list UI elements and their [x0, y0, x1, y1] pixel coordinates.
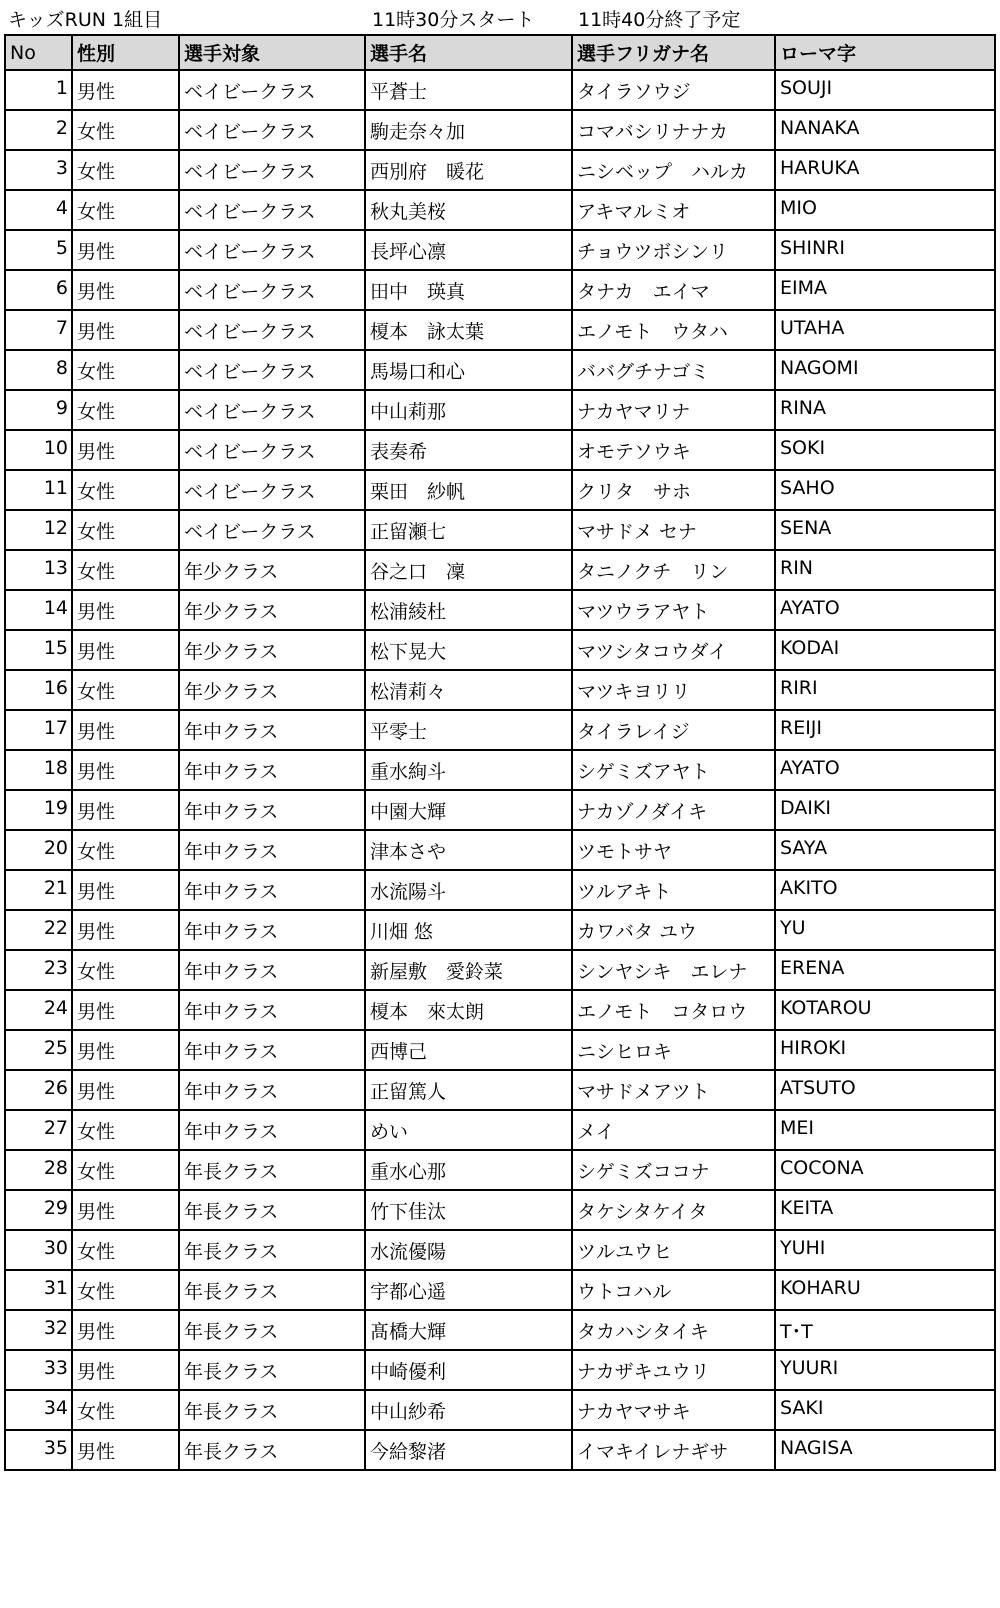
cell-romaji: KOTAROU [775, 990, 995, 1030]
cell-no: 18 [5, 750, 72, 790]
cell-gender: 男性 [72, 1310, 179, 1350]
cell-no: 22 [5, 910, 72, 950]
cell-name: 松浦綾杜 [365, 590, 572, 630]
event-title: キッズRUN 1組目 [8, 9, 163, 31]
cell-name: 宇都心遥 [365, 1270, 572, 1310]
cell-name: 新屋敷 愛鈴菜 [365, 950, 572, 990]
cell-class: 年長クラス [179, 1230, 365, 1270]
cell-gender: 男性 [72, 910, 179, 950]
cell-no: 3 [5, 150, 72, 190]
cell-romaji: AYATO [775, 590, 995, 630]
cell-name: 水流陽斗 [365, 870, 572, 910]
table-row [5, 510, 995, 550]
table-row [5, 1070, 995, 1110]
cell-class: 年中クラス [179, 790, 365, 830]
cell-furigana: マサドメアツト [572, 1070, 775, 1110]
table-row [5, 1030, 995, 1070]
cell-furigana: タイラソウジ [572, 70, 775, 110]
cell-no: 2 [5, 110, 72, 150]
cell-class: 年長クラス [179, 1310, 365, 1350]
cell-name: 松下晃大 [365, 630, 572, 670]
cell-gender: 女性 [72, 950, 179, 990]
cell-romaji: SAYA [775, 830, 995, 870]
table-row [5, 1150, 995, 1190]
cell-furigana: メイ [572, 1110, 775, 1150]
cell-no: 14 [5, 590, 72, 630]
cell-name: 竹下佳汰 [365, 1190, 572, 1230]
table-row [5, 470, 995, 510]
cell-furigana: エノモト ウタハ [572, 310, 775, 350]
cell-furigana: タナカ エイマ [572, 270, 775, 310]
cell-class: 年少クラス [179, 550, 365, 590]
table-row [5, 1390, 995, 1430]
cell-class: ベイビークラス [179, 430, 365, 470]
cell-name: 榎本 來太朗 [365, 990, 572, 1030]
cell-name: 中山莉那 [365, 390, 572, 430]
cell-romaji: COCONA [775, 1150, 995, 1190]
cell-name: 秋丸美桜 [365, 190, 572, 230]
cell-furigana: シゲミズココナ [572, 1150, 775, 1190]
cell-name: 駒走奈々加 [365, 110, 572, 150]
cell-furigana: クリタ サホ [572, 470, 775, 510]
cell-furigana: ツルアキト [572, 870, 775, 910]
cell-name: 谷之口 凜 [365, 550, 572, 590]
cell-name: 栗田 紗帆 [365, 470, 572, 510]
cell-gender: 女性 [72, 830, 179, 870]
cell-romaji: T･T [775, 1310, 995, 1350]
cell-no: 13 [5, 550, 72, 590]
cell-furigana: イマキイレナギサ [572, 1430, 775, 1470]
cell-class: 年中クラス [179, 910, 365, 950]
cell-class: 年中クラス [179, 750, 365, 790]
cell-no: 19 [5, 790, 72, 830]
cell-name: 今給黎渚 [365, 1430, 572, 1470]
table-row [5, 670, 995, 710]
cell-no: 11 [5, 470, 72, 510]
cell-no: 17 [5, 710, 72, 750]
table-header-row [5, 35, 995, 70]
cell-class: 年中クラス [179, 870, 365, 910]
cell-furigana: タイラレイジ [572, 710, 775, 750]
cell-furigana: ウトコハル [572, 1270, 775, 1310]
cell-romaji: RINA [775, 390, 995, 430]
cell-gender: 女性 [72, 1230, 179, 1270]
cell-class: 年少クラス [179, 630, 365, 670]
cell-furigana: オモテソウキ [572, 430, 775, 470]
cell-no: 26 [5, 1070, 72, 1110]
cell-class: ベイビークラス [179, 70, 365, 110]
cell-class: ベイビークラス [179, 150, 365, 190]
cell-romaji: ATSUTO [775, 1070, 995, 1110]
cell-gender: 男性 [72, 1430, 179, 1470]
cell-furigana: ババグチナゴミ [572, 350, 775, 390]
cell-gender: 女性 [72, 1270, 179, 1310]
cell-no: 28 [5, 1150, 72, 1190]
cell-no: 25 [5, 1030, 72, 1070]
table-row [5, 310, 995, 350]
cell-romaji: YUHI [775, 1230, 995, 1270]
cell-romaji: KEITA [775, 1190, 995, 1230]
cell-furigana: ナカゾノダイキ [572, 790, 775, 830]
cell-no: 21 [5, 870, 72, 910]
cell-name: 水流優陽 [365, 1230, 572, 1270]
table-row [5, 70, 995, 110]
cell-gender: 女性 [72, 470, 179, 510]
table-row [5, 1110, 995, 1150]
cell-furigana: ニシベップ ハルカ [572, 150, 775, 190]
cell-name: 榎本 詠太葉 [365, 310, 572, 350]
cell-no: 35 [5, 1430, 72, 1470]
cell-name: 西別府 暖花 [365, 150, 572, 190]
cell-class: 年長クラス [179, 1150, 365, 1190]
cell-name: 平零士 [365, 710, 572, 750]
cell-furigana: シンヤシキ エレナ [572, 950, 775, 990]
cell-furigana: アキマルミオ [572, 190, 775, 230]
cell-romaji: UTAHA [775, 310, 995, 350]
cell-gender: 男性 [72, 430, 179, 470]
table-row [5, 1430, 995, 1470]
cell-name: 西博己 [365, 1030, 572, 1070]
cell-no: 8 [5, 350, 72, 390]
cell-class: 年長クラス [179, 1190, 365, 1230]
cell-romaji: NAGOMI [775, 350, 995, 390]
cell-no: 12 [5, 510, 72, 550]
cell-class: ベイビークラス [179, 470, 365, 510]
table-row [5, 950, 995, 990]
table-row [5, 1310, 995, 1350]
cell-furigana: マツシタコウダイ [572, 630, 775, 670]
cell-class: ベイビークラス [179, 390, 365, 430]
cell-class: ベイビークラス [179, 230, 365, 270]
cell-furigana: ナカヤマリナ [572, 390, 775, 430]
cell-romaji: SENA [775, 510, 995, 550]
cell-class: 年長クラス [179, 1350, 365, 1390]
cell-furigana: タニノクチ リン [572, 550, 775, 590]
table-row [5, 750, 995, 790]
cell-class: 年中クラス [179, 950, 365, 990]
cell-name: 正留瀬七 [365, 510, 572, 550]
cell-class: ベイビークラス [179, 310, 365, 350]
cell-gender: 女性 [72, 1110, 179, 1150]
cell-class: ベイビークラス [179, 350, 365, 390]
cell-no: 33 [5, 1350, 72, 1390]
cell-gender: 女性 [72, 390, 179, 430]
cell-no: 4 [5, 190, 72, 230]
cell-gender: 女性 [72, 670, 179, 710]
cell-no: 34 [5, 1390, 72, 1430]
cell-no: 23 [5, 950, 72, 990]
cell-class: 年少クラス [179, 670, 365, 710]
cell-furigana: ナカザキユウリ [572, 1350, 775, 1390]
cell-class: 年中クラス [179, 1070, 365, 1110]
table-row [5, 350, 995, 390]
cell-gender: 女性 [72, 510, 179, 550]
cell-no: 1 [5, 70, 72, 110]
cell-furigana: マツウラアヤト [572, 590, 775, 630]
cell-class: 年中クラス [179, 1030, 365, 1070]
cell-furigana: マツキヨリリ [572, 670, 775, 710]
cell-class: 年中クラス [179, 990, 365, 1030]
cell-no: 30 [5, 1230, 72, 1270]
cell-no: 24 [5, 990, 72, 1030]
cell-romaji: NAGISA [775, 1430, 995, 1470]
table-row [5, 110, 995, 150]
cell-gender: 女性 [72, 550, 179, 590]
table-row [5, 710, 995, 750]
table-row [5, 430, 995, 470]
cell-class: 年長クラス [179, 1430, 365, 1470]
table-row [5, 230, 995, 270]
cell-gender: 男性 [72, 70, 179, 110]
cell-name: 津本さや [365, 830, 572, 870]
cell-no: 10 [5, 430, 72, 470]
cell-romaji: SOUJI [775, 70, 995, 110]
table-row [5, 1230, 995, 1270]
cell-no: 27 [5, 1110, 72, 1150]
cell-class: ベイビークラス [179, 270, 365, 310]
cell-furigana: タカハシタイキ [572, 1310, 775, 1350]
cell-furigana: ニシヒロキ [572, 1030, 775, 1070]
end-time: 11時40分終了予定 [578, 9, 741, 31]
table-row [5, 1270, 995, 1310]
cell-gender: 男性 [72, 1030, 179, 1070]
cell-class: 年長クラス [179, 1390, 365, 1430]
cell-romaji: HIROKI [775, 1030, 995, 1070]
cell-romaji: DAIKI [775, 790, 995, 830]
cell-romaji: NANAKA [775, 110, 995, 150]
cell-romaji: AYATO [775, 750, 995, 790]
cell-gender: 男性 [72, 990, 179, 1030]
cell-gender: 女性 [72, 1390, 179, 1430]
cell-gender: 男性 [72, 870, 179, 910]
cell-gender: 女性 [72, 150, 179, 190]
cell-class: 年中クラス [179, 830, 365, 870]
cell-class: ベイビークラス [179, 510, 365, 550]
column-header-name: 選手名 [365, 35, 572, 70]
cell-gender: 女性 [72, 110, 179, 150]
cell-romaji: RIRI [775, 670, 995, 710]
table-row [5, 1350, 995, 1390]
cell-gender: 男性 [72, 750, 179, 790]
cell-name: 平蒼士 [365, 70, 572, 110]
cell-gender: 男性 [72, 630, 179, 670]
cell-name: 髙橋大輝 [365, 1310, 572, 1350]
cell-name: 正留篤人 [365, 1070, 572, 1110]
column-header-class: 選手対象 [179, 35, 365, 70]
cell-gender: 男性 [72, 230, 179, 270]
table-row [5, 390, 995, 430]
cell-name: めい [365, 1110, 572, 1150]
cell-romaji: KOHARU [775, 1270, 995, 1310]
cell-furigana: マサドメ セナ [572, 510, 775, 550]
cell-name: 重水心那 [365, 1150, 572, 1190]
cell-romaji: HARUKA [775, 150, 995, 190]
cell-furigana: ツルユウヒ [572, 1230, 775, 1270]
cell-name: 中山紗希 [365, 1390, 572, 1430]
cell-class: ベイビークラス [179, 110, 365, 150]
cell-name: 重水絢斗 [365, 750, 572, 790]
cell-furigana: シゲミズアヤト [572, 750, 775, 790]
cell-gender: 女性 [72, 350, 179, 390]
cell-no: 16 [5, 670, 72, 710]
cell-gender: 男性 [72, 270, 179, 310]
table-row [5, 790, 995, 830]
cell-no: 31 [5, 1270, 72, 1310]
table-row [5, 190, 995, 230]
start-time: 11時30分スタート [372, 9, 535, 31]
table-row [5, 550, 995, 590]
cell-no: 32 [5, 1310, 72, 1350]
cell-romaji: YU [775, 910, 995, 950]
cell-romaji: YUURI [775, 1350, 995, 1390]
cell-gender: 男性 [72, 310, 179, 350]
cell-no: 5 [5, 230, 72, 270]
cell-gender: 女性 [72, 1150, 179, 1190]
table-row [5, 590, 995, 630]
table-row [5, 910, 995, 950]
cell-gender: 男性 [72, 790, 179, 830]
cell-class: 年長クラス [179, 1270, 365, 1310]
cell-name: 松清莉々 [365, 670, 572, 710]
cell-gender: 男性 [72, 1070, 179, 1110]
table-row [5, 870, 995, 910]
participant-table [4, 34, 996, 1471]
cell-no: 29 [5, 1190, 72, 1230]
column-header-no: No [5, 35, 72, 70]
cell-furigana: ツモトサヤ [572, 830, 775, 870]
cell-furigana: コマバシリナナカ [572, 110, 775, 150]
cell-gender: 女性 [72, 190, 179, 230]
cell-romaji: AKITO [775, 870, 995, 910]
cell-furigana: ナカヤマサキ [572, 1390, 775, 1430]
cell-no: 9 [5, 390, 72, 430]
cell-name: 馬場口和心 [365, 350, 572, 390]
cell-romaji: ERENA [775, 950, 995, 990]
cell-no: 7 [5, 310, 72, 350]
cell-name: 中崎優利 [365, 1350, 572, 1390]
table-row [5, 150, 995, 190]
column-header-romaji: ローマ字 [775, 35, 995, 70]
cell-name: 長坪心凛 [365, 230, 572, 270]
cell-romaji: MIO [775, 190, 995, 230]
cell-furigana: カワバタ ユウ [572, 910, 775, 950]
cell-romaji: SHINRI [775, 230, 995, 270]
table-row [5, 630, 995, 670]
cell-furigana: タケシタケイタ [572, 1190, 775, 1230]
table-row [5, 830, 995, 870]
cell-gender: 男性 [72, 710, 179, 750]
cell-romaji: MEI [775, 1110, 995, 1150]
cell-class: 年少クラス [179, 590, 365, 630]
cell-romaji: RIN [775, 550, 995, 590]
cell-name: 中園大輝 [365, 790, 572, 830]
cell-name: 川畑 悠 [365, 910, 572, 950]
cell-no: 6 [5, 270, 72, 310]
table-row [5, 1190, 995, 1230]
column-header-furigana: 選手フリガナ名 [572, 35, 775, 70]
cell-romaji: SOKI [775, 430, 995, 470]
table-row [5, 990, 995, 1030]
cell-romaji: SAHO [775, 470, 995, 510]
cell-gender: 男性 [72, 590, 179, 630]
table-row [5, 270, 995, 310]
cell-name: 表奏希 [365, 430, 572, 470]
cell-romaji: EIMA [775, 270, 995, 310]
cell-romaji: REIJI [775, 710, 995, 750]
cell-gender: 男性 [72, 1350, 179, 1390]
cell-name: 田中 瑛真 [365, 270, 572, 310]
cell-romaji: KODAI [775, 630, 995, 670]
cell-gender: 男性 [72, 1190, 179, 1230]
cell-romaji: SAKI [775, 1390, 995, 1430]
cell-class: ベイビークラス [179, 190, 365, 230]
cell-no: 15 [5, 630, 72, 670]
column-header-gender: 性別 [72, 35, 179, 70]
cell-no: 20 [5, 830, 72, 870]
cell-class: 年中クラス [179, 710, 365, 750]
sheet-header [0, 0, 1000, 34]
cell-class: 年中クラス [179, 1110, 365, 1150]
cell-furigana: チョウツボシンリ [572, 230, 775, 270]
cell-furigana: エノモト コタロウ [572, 990, 775, 1030]
